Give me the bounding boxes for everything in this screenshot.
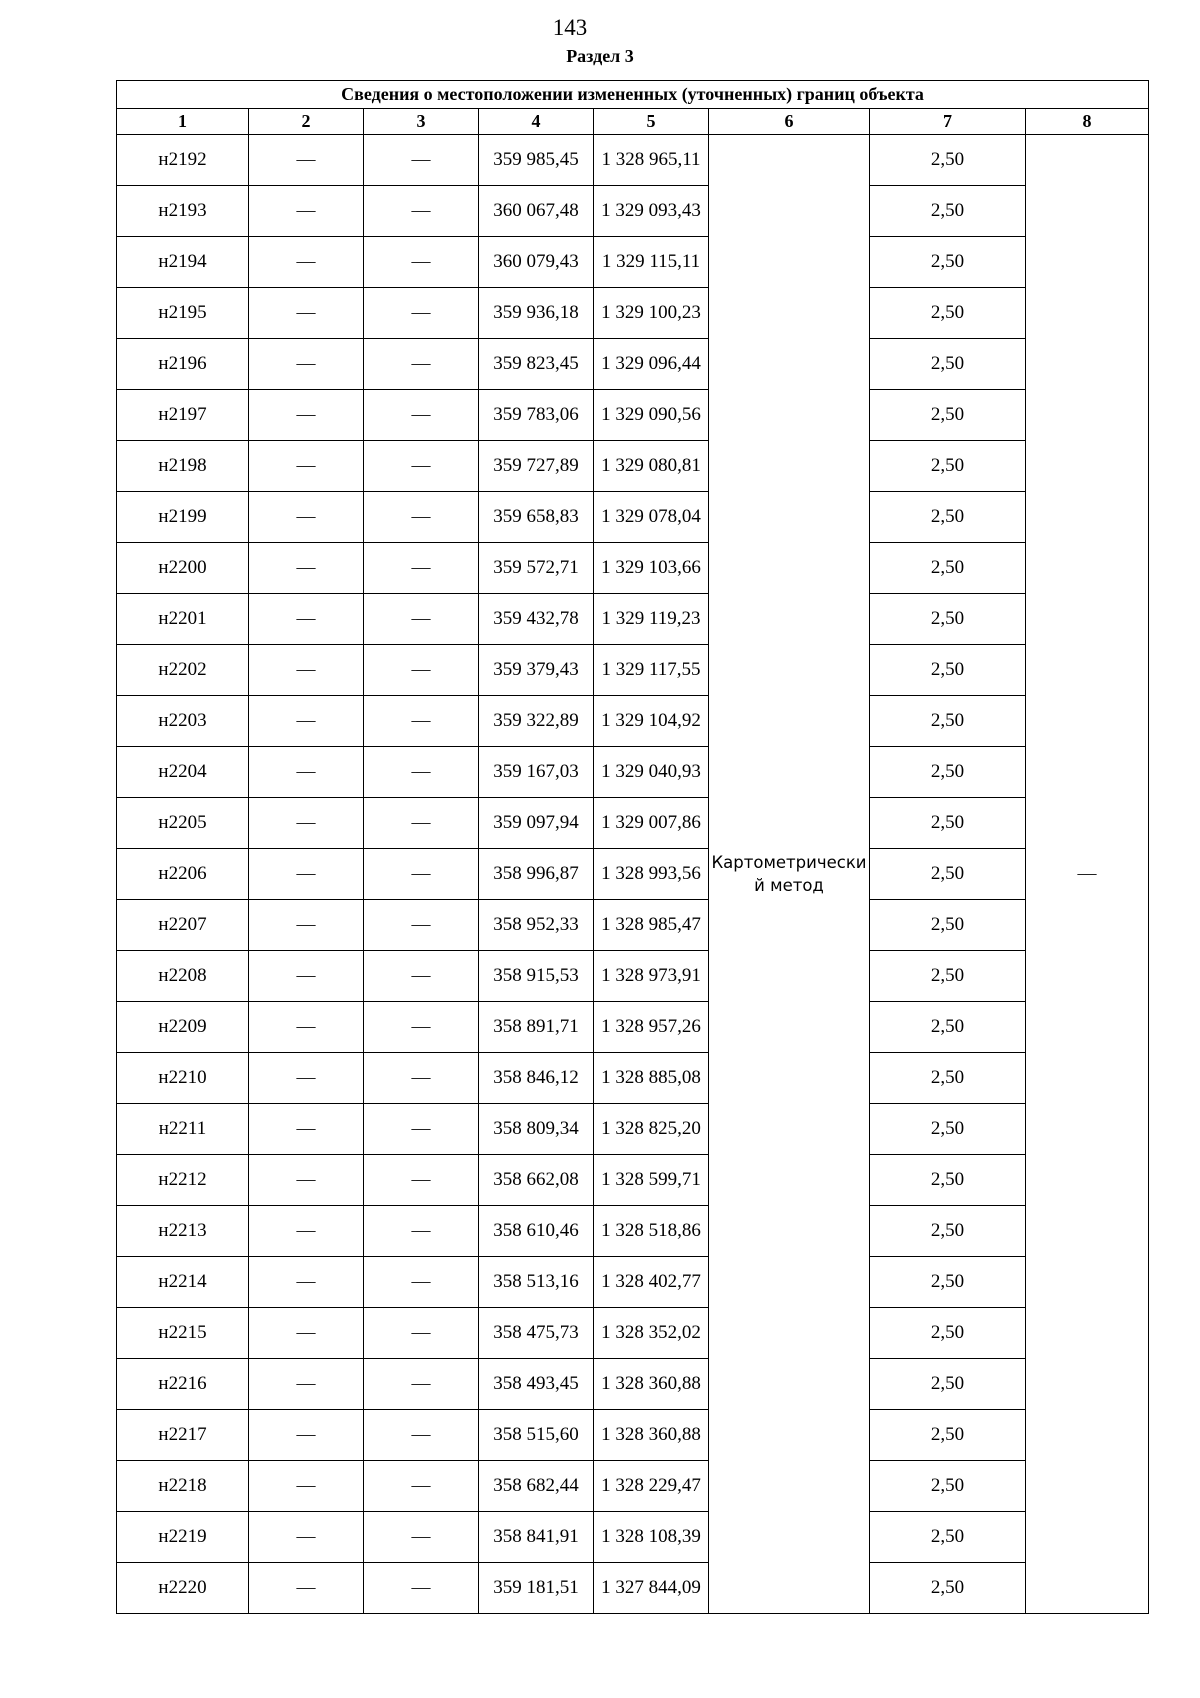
point-number-cell: н2206 — [117, 849, 249, 900]
point-number-cell: н2208 — [117, 951, 249, 1002]
table-row — [117, 390, 1149, 441]
column-number: 2 — [249, 109, 364, 135]
table-row — [117, 1410, 1149, 1461]
y-coordinate-cell: 1 329 090,56 — [594, 390, 709, 441]
column-2-cell: — — [249, 237, 364, 288]
y-coordinate-cell: 1 328 352,02 — [594, 1308, 709, 1359]
y-coordinate-cell: 1 329 115,11 — [594, 237, 709, 288]
column-2-cell: — — [249, 900, 364, 951]
y-coordinate-cell: 1 328 957,26 — [594, 1002, 709, 1053]
column-number: 7 — [870, 109, 1026, 135]
column-2-cell: — — [249, 951, 364, 1002]
table-row — [117, 1461, 1149, 1512]
point-number-cell: н2212 — [117, 1155, 249, 1206]
point-number-cell: н2218 — [117, 1461, 249, 1512]
table-row — [117, 645, 1149, 696]
accuracy-cell: 2,50 — [870, 747, 1026, 798]
column-2-cell: — — [249, 1512, 364, 1563]
point-number-cell: н2220 — [117, 1563, 249, 1614]
column-3-cell: — — [364, 645, 479, 696]
accuracy-cell: 2,50 — [870, 849, 1026, 900]
accuracy-cell: 2,50 — [870, 1002, 1026, 1053]
column-2-cell: — — [249, 1359, 364, 1410]
x-coordinate-cell: 358 846,12 — [479, 1053, 594, 1104]
page-number: 143 — [552, 15, 588, 40]
point-number-cell: н2195 — [117, 288, 249, 339]
accuracy-cell: 2,50 — [870, 900, 1026, 951]
section-title: Раздел 3 — [566, 46, 634, 66]
column-3-cell: — — [364, 1053, 479, 1104]
point-number-cell: н2217 — [117, 1410, 249, 1461]
column-3-cell: — — [364, 798, 479, 849]
column-2-cell: — — [249, 543, 364, 594]
table-row — [117, 951, 1149, 1002]
accuracy-cell: 2,50 — [870, 339, 1026, 390]
accuracy-cell: 2,50 — [870, 1308, 1026, 1359]
point-number-cell: н2200 — [117, 543, 249, 594]
accuracy-cell: 2,50 — [870, 1155, 1026, 1206]
column-3-cell: — — [364, 900, 479, 951]
determination-method-cell — [709, 135, 870, 1614]
y-coordinate-cell: 1 328 402,77 — [594, 1257, 709, 1308]
column-8-cell: — — [1026, 135, 1149, 1614]
x-coordinate-cell: 358 515,60 — [479, 1410, 594, 1461]
point-number-cell: н2197 — [117, 390, 249, 441]
y-coordinate-cell: 1 329 093,43 — [594, 186, 709, 237]
column-2-cell: — — [249, 1563, 364, 1614]
x-coordinate-cell: 359 097,94 — [479, 798, 594, 849]
column-2-cell: — — [249, 594, 364, 645]
point-number-cell: н2198 — [117, 441, 249, 492]
y-coordinate-cell: 1 328 518,86 — [594, 1206, 709, 1257]
accuracy-cell: 2,50 — [870, 1053, 1026, 1104]
table-row — [117, 1206, 1149, 1257]
accuracy-cell: 2,50 — [870, 441, 1026, 492]
point-number-cell: н2194 — [117, 237, 249, 288]
column-2-cell: — — [249, 441, 364, 492]
column-3-cell: — — [364, 543, 479, 594]
column-2-cell: — — [249, 645, 364, 696]
table-row — [117, 1257, 1149, 1308]
table-row — [117, 441, 1149, 492]
x-coordinate-cell: 359 727,89 — [479, 441, 594, 492]
y-coordinate-cell: 1 328 965,11 — [594, 135, 709, 186]
x-coordinate-cell: 358 809,34 — [479, 1104, 594, 1155]
point-number-cell: н2215 — [117, 1308, 249, 1359]
column-2-cell: — — [249, 1053, 364, 1104]
column-2-cell: — — [249, 1410, 364, 1461]
table-row — [117, 798, 1149, 849]
accuracy-cell: 2,50 — [870, 1359, 1026, 1410]
x-coordinate-cell: 358 610,46 — [479, 1206, 594, 1257]
table-row — [117, 288, 1149, 339]
column-3-cell: — — [364, 1563, 479, 1614]
column-number: 1 — [117, 109, 249, 135]
point-number-cell: н2214 — [117, 1257, 249, 1308]
y-coordinate-cell: 1 329 119,23 — [594, 594, 709, 645]
table-row — [117, 186, 1149, 237]
table-row — [117, 1563, 1149, 1614]
x-coordinate-cell: 359 181,51 — [479, 1563, 594, 1614]
x-coordinate-cell: 359 985,45 — [479, 135, 594, 186]
x-coordinate-cell: 358 513,16 — [479, 1257, 594, 1308]
column-3-cell: — — [364, 1206, 479, 1257]
column-2-cell: — — [249, 1461, 364, 1512]
point-number-cell: н2196 — [117, 339, 249, 390]
y-coordinate-cell: 1 327 844,09 — [594, 1563, 709, 1614]
column-3-cell: — — [364, 135, 479, 186]
column-2-cell: — — [249, 696, 364, 747]
point-number-cell: н2207 — [117, 900, 249, 951]
column-3-cell: — — [364, 186, 479, 237]
x-coordinate-cell: 359 322,89 — [479, 696, 594, 747]
table-row — [117, 900, 1149, 951]
y-coordinate-cell: 1 328 885,08 — [594, 1053, 709, 1104]
column-2-cell: — — [249, 492, 364, 543]
table-row — [117, 492, 1149, 543]
y-coordinate-cell: 1 329 104,92 — [594, 696, 709, 747]
table-row — [117, 543, 1149, 594]
x-coordinate-cell: 358 841,91 — [479, 1512, 594, 1563]
table-row — [117, 747, 1149, 798]
column-2-cell: — — [249, 1257, 364, 1308]
column-3-cell: — — [364, 390, 479, 441]
accuracy-cell: 2,50 — [870, 1512, 1026, 1563]
column-3-cell: — — [364, 1308, 479, 1359]
column-3-cell: — — [364, 339, 479, 390]
x-coordinate-cell: 358 996,87 — [479, 849, 594, 900]
column-2-cell: — — [249, 288, 364, 339]
accuracy-cell: 2,50 — [870, 645, 1026, 696]
x-coordinate-cell: 358 662,08 — [479, 1155, 594, 1206]
column-2-cell: — — [249, 1308, 364, 1359]
point-number-cell: н2210 — [117, 1053, 249, 1104]
table-row — [117, 1104, 1149, 1155]
accuracy-cell: 2,50 — [870, 1257, 1026, 1308]
table-row — [117, 1053, 1149, 1104]
point-number-cell: н2209 — [117, 1002, 249, 1053]
accuracy-cell: 2,50 — [870, 798, 1026, 849]
y-coordinate-cell: 1 329 100,23 — [594, 288, 709, 339]
column-2-cell: — — [249, 747, 364, 798]
point-number-cell: н2199 — [117, 492, 249, 543]
x-coordinate-cell: 358 682,44 — [479, 1461, 594, 1512]
y-coordinate-cell: 1 329 040,93 — [594, 747, 709, 798]
point-number-cell: н2192 — [117, 135, 249, 186]
table-row — [117, 135, 1149, 186]
table-row — [117, 849, 1149, 900]
accuracy-cell: 2,50 — [870, 696, 1026, 747]
y-coordinate-cell: 1 328 360,88 — [594, 1410, 709, 1461]
column-3-cell: — — [364, 492, 479, 543]
accuracy-cell: 2,50 — [870, 1461, 1026, 1512]
y-coordinate-cell: 1 328 993,56 — [594, 849, 709, 900]
accuracy-cell: 2,50 — [870, 186, 1026, 237]
table-row — [117, 1359, 1149, 1410]
column-3-cell: — — [364, 594, 479, 645]
column-2-cell: — — [249, 390, 364, 441]
accuracy-cell: 2,50 — [870, 390, 1026, 441]
column-number: 5 — [594, 109, 709, 135]
point-number-cell: н2205 — [117, 798, 249, 849]
table-row — [117, 696, 1149, 747]
column-3-cell: — — [364, 1257, 479, 1308]
column-3-cell: — — [364, 441, 479, 492]
column-number: 4 — [479, 109, 594, 135]
column-3-cell: — — [364, 696, 479, 747]
column-2-cell: — — [249, 1104, 364, 1155]
x-coordinate-cell: 359 167,03 — [479, 747, 594, 798]
accuracy-cell: 2,50 — [870, 1410, 1026, 1461]
table-row — [117, 1002, 1149, 1053]
column-3-cell: — — [364, 237, 479, 288]
column-3-cell: — — [364, 849, 479, 900]
y-coordinate-cell: 1 328 108,39 — [594, 1512, 709, 1563]
x-coordinate-cell: 359 572,71 — [479, 543, 594, 594]
column-3-cell: — — [364, 951, 479, 1002]
column-3-cell: — — [364, 1461, 479, 1512]
point-number-cell: н2193 — [117, 186, 249, 237]
x-coordinate-cell: 359 823,45 — [479, 339, 594, 390]
column-3-cell: — — [364, 1155, 479, 1206]
x-coordinate-cell: 358 493,45 — [479, 1359, 594, 1410]
table-row — [117, 1308, 1149, 1359]
table-body — [117, 135, 1149, 1614]
x-coordinate-cell: 358 952,33 — [479, 900, 594, 951]
column-2-cell: — — [249, 1155, 364, 1206]
method-text-line-1: Картометрически — [711, 853, 867, 872]
column-2-cell: — — [249, 339, 364, 390]
table-row — [117, 339, 1149, 390]
accuracy-cell: 2,50 — [870, 1104, 1026, 1155]
point-number-cell: н2201 — [117, 594, 249, 645]
y-coordinate-cell: 1 329 007,86 — [594, 798, 709, 849]
table-row — [117, 1155, 1149, 1206]
point-number-cell: н2203 — [117, 696, 249, 747]
accuracy-cell: 2,50 — [870, 135, 1026, 186]
table-row — [117, 594, 1149, 645]
y-coordinate-cell: 1 329 117,55 — [594, 645, 709, 696]
point-number-cell: н2204 — [117, 747, 249, 798]
column-number: 3 — [364, 109, 479, 135]
point-number-cell: н2216 — [117, 1359, 249, 1410]
table-row — [117, 237, 1149, 288]
point-number-cell: н2213 — [117, 1206, 249, 1257]
y-coordinate-cell: 1 328 825,20 — [594, 1104, 709, 1155]
accuracy-cell: 2,50 — [870, 288, 1026, 339]
column-3-cell: — — [364, 747, 479, 798]
accuracy-cell: 2,50 — [870, 237, 1026, 288]
y-coordinate-cell: 1 329 080,81 — [594, 441, 709, 492]
column-3-cell: — — [364, 1359, 479, 1410]
column-2-cell: — — [249, 798, 364, 849]
accuracy-cell: 2,50 — [870, 1563, 1026, 1614]
x-coordinate-cell: 358 475,73 — [479, 1308, 594, 1359]
y-coordinate-cell: 1 329 096,44 — [594, 339, 709, 390]
y-coordinate-cell: 1 328 985,47 — [594, 900, 709, 951]
table-caption: Сведения о местоположении измененных (уточненных) границ объекта — [117, 81, 1149, 109]
x-coordinate-cell: 359 379,43 — [479, 645, 594, 696]
column-number: 8 — [1026, 109, 1149, 135]
column-number: 6 — [709, 109, 870, 135]
column-3-cell: — — [364, 1410, 479, 1461]
column-2-cell: — — [249, 186, 364, 237]
x-coordinate-cell: 359 658,83 — [479, 492, 594, 543]
x-coordinate-cell: 359 783,06 — [479, 390, 594, 441]
accuracy-cell: 2,50 — [870, 594, 1026, 645]
column-2-cell: — — [249, 1002, 364, 1053]
x-coordinate-cell: 360 079,43 — [479, 237, 594, 288]
y-coordinate-cell: 1 329 078,04 — [594, 492, 709, 543]
x-coordinate-cell: 359 432,78 — [479, 594, 594, 645]
method-text-line-2: й метод — [754, 876, 824, 895]
column-2-cell: — — [249, 135, 364, 186]
y-coordinate-cell: 1 329 103,66 — [594, 543, 709, 594]
x-coordinate-cell: 358 915,53 — [479, 951, 594, 1002]
column-numbers-row — [117, 109, 1149, 135]
y-coordinate-cell: 1 328 973,91 — [594, 951, 709, 1002]
column-2-cell: — — [249, 849, 364, 900]
point-number-cell: н2211 — [117, 1104, 249, 1155]
accuracy-cell: 2,50 — [870, 951, 1026, 1002]
x-coordinate-cell: 359 936,18 — [479, 288, 594, 339]
y-coordinate-cell: 1 328 360,88 — [594, 1359, 709, 1410]
column-3-cell: — — [364, 1002, 479, 1053]
x-coordinate-cell: 358 891,71 — [479, 1002, 594, 1053]
point-number-cell: н2202 — [117, 645, 249, 696]
accuracy-cell: 2,50 — [870, 543, 1026, 594]
y-coordinate-cell: 1 328 599,71 — [594, 1155, 709, 1206]
column-2-cell: — — [249, 1206, 364, 1257]
column-3-cell: — — [364, 1104, 479, 1155]
x-coordinate-cell: 360 067,48 — [479, 186, 594, 237]
boundary-coordinates-table — [116, 80, 1149, 1614]
table-row — [117, 1512, 1149, 1563]
column-3-cell: — — [364, 1512, 479, 1563]
column-3-cell: — — [364, 288, 479, 339]
point-number-cell: н2219 — [117, 1512, 249, 1563]
y-coordinate-cell: 1 328 229,47 — [594, 1461, 709, 1512]
accuracy-cell: 2,50 — [870, 492, 1026, 543]
accuracy-cell: 2,50 — [870, 1206, 1026, 1257]
